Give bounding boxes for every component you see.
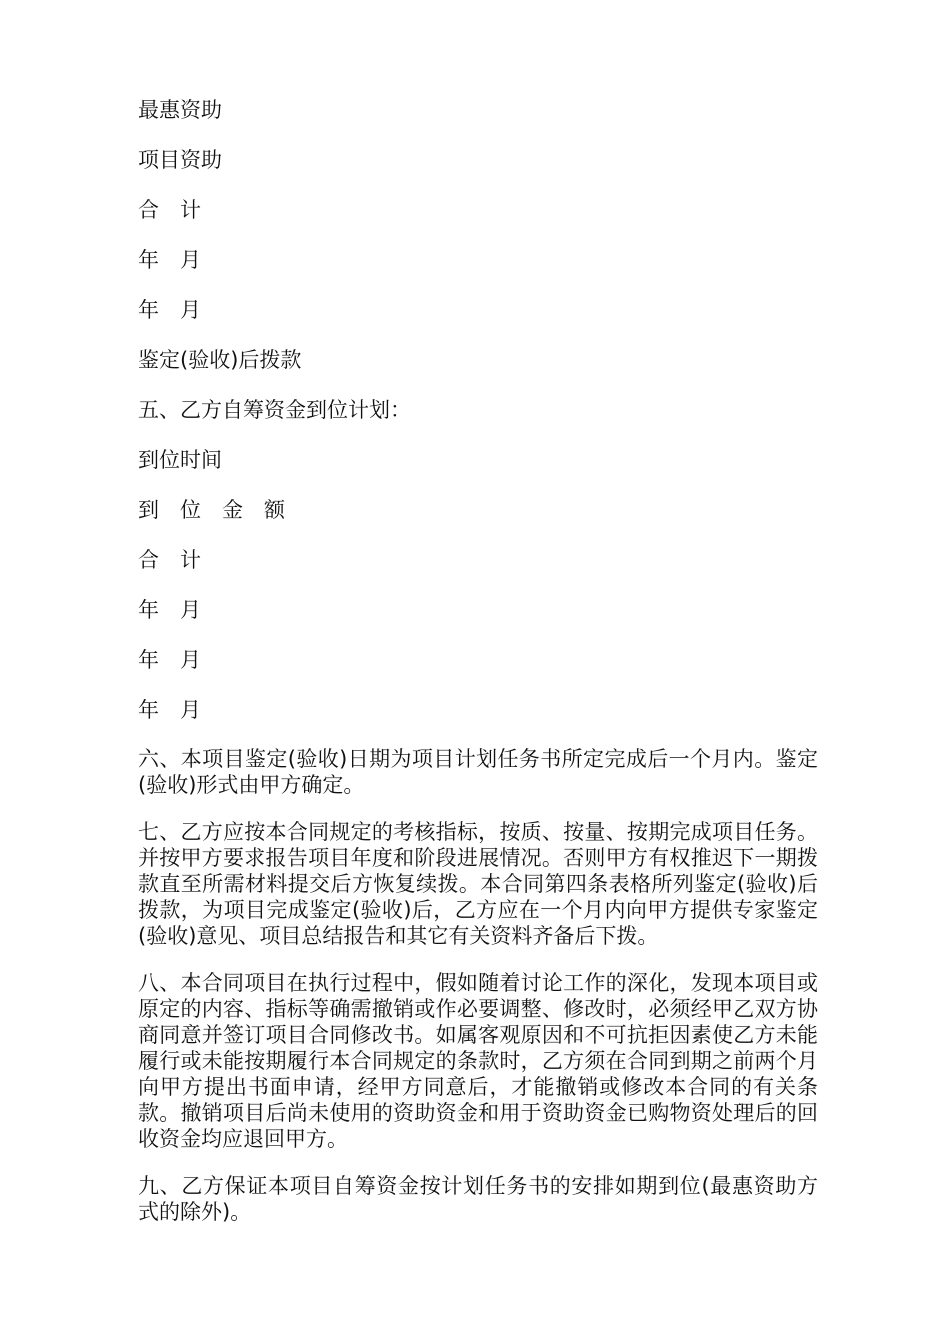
total-label: 合 计: [138, 548, 201, 572]
funding-type-project: 项目资助: [138, 148, 222, 172]
total-label: 合 计: [138, 198, 201, 222]
year-month-row: 年 月: [138, 298, 201, 322]
post-acceptance-payment: 鉴定(验收)后拨款: [138, 348, 302, 372]
year-month-row: 年 月: [138, 248, 201, 272]
funding-type-preferential: 最惠资助: [138, 98, 222, 122]
document-body: [138, 96, 818, 1246]
year-month-row: 年 月: [138, 648, 201, 672]
clause-eight: 八、本合同项目在执行过程中，假如随着讨论工作的深化，发现本项目或原定的内容、指标等确需撤销或作必要调整、修改时，必须经甲乙双方协商同意并签订项目合同修改书。如属客观原因和不可抗拒因素使乙方未能履行或未能按期履行本合同规定的条款时，乙方须在合同到期之前两个月向甲方提出书面申请，经甲方同意后，才能撤销或修改本合同的有关条款。撤销项目后尚未使用的资助资金和用于资助资金已购物资处理后的回收资金均应退回甲方。: [138, 971, 818, 1151]
year-month-row: 年 月: [138, 598, 201, 622]
arrival-time-label: 到位时间: [138, 448, 222, 472]
clause-six: 六、本项目鉴定(验收)日期为项目计划任务书所定完成后一个月内。鉴定(验收)形式由甲方确定。: [138, 747, 818, 797]
clause-seven: 七、乙方应按本合同规定的考核指标，按质、按量、按期完成项目任务。并按甲方要求报告项目年度和阶段进展情况。否则甲方有权推迟下一期拨款直至所需材料提交后方恢复续拨。本合同第四条表格所列鉴定(验收)后拨款，为项目完成鉴定(验收)后，乙方应在一个月内向甲方提供专家鉴定(验收)意见、项目总结报告和其它有关资料齐备后下拨。: [138, 820, 818, 948]
arrival-amount-label: 到 位 金 额: [138, 498, 285, 522]
section-heading-self-funding: 五、乙方自筹资金到位计划：: [138, 398, 411, 422]
year-month-row: 年 月: [138, 698, 201, 722]
clause-nine: 九、乙方保证本项目自筹资金按计划任务书的安排如期到位(最惠资助方式的除外)。: [138, 1174, 818, 1224]
